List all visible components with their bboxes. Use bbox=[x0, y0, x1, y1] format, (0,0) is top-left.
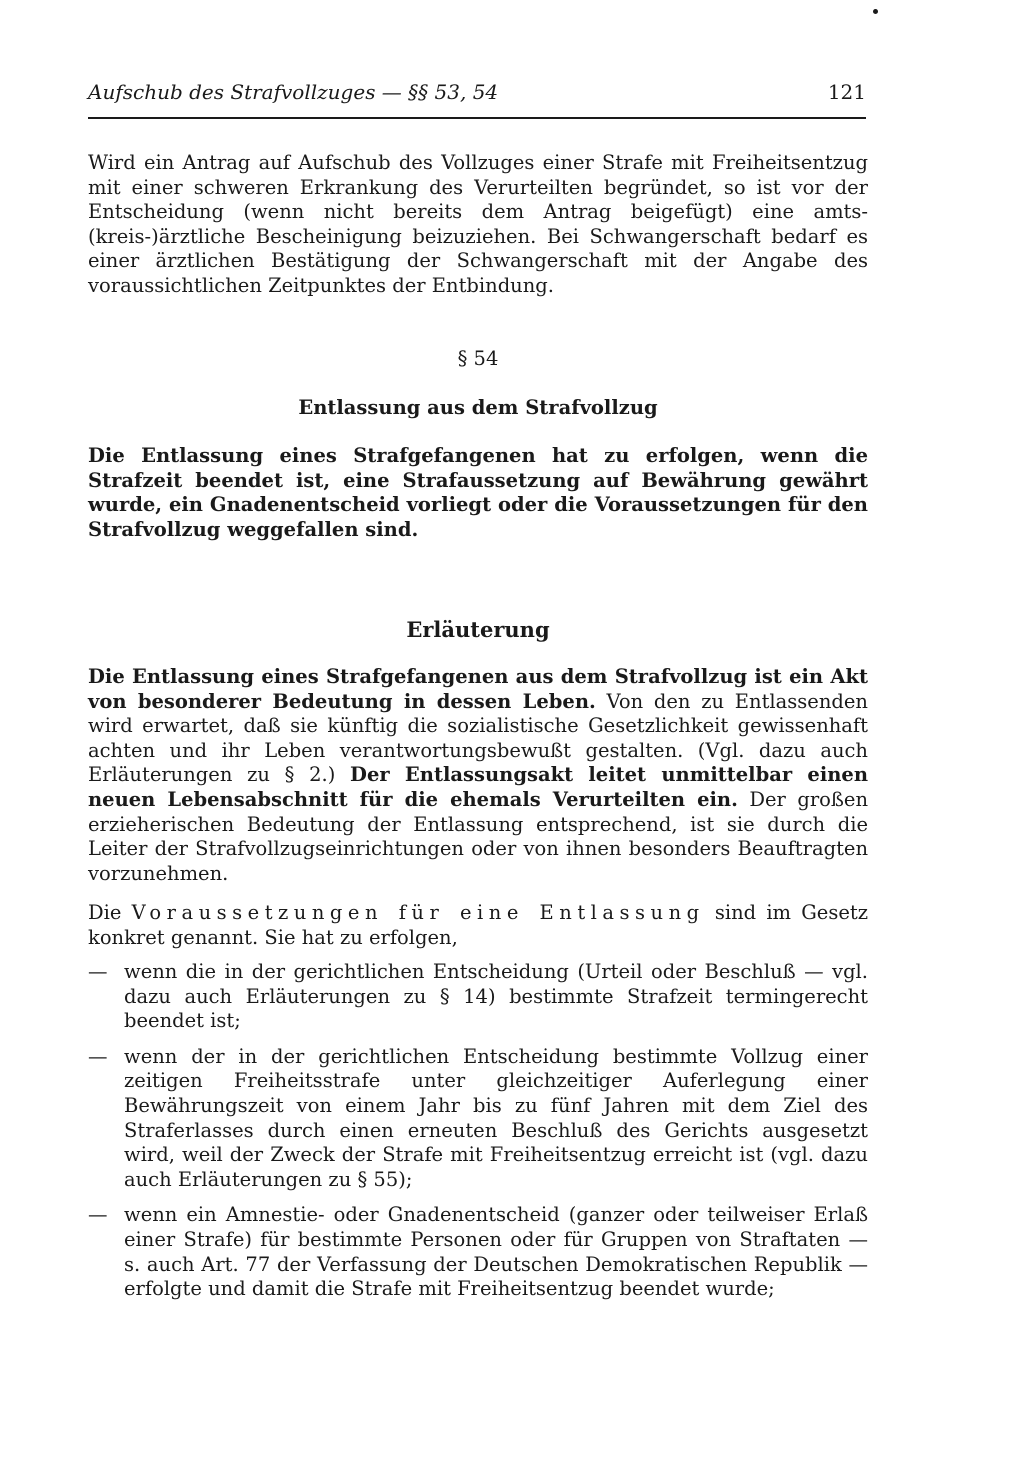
body-text: Von den zu Entlassenden wird erwartet, daß sie künftig die sozialistische Gesetzlichkeit gewissenhaft achten und ihr Leben verantwortungsbewußt gestalten. (Vgl. dazu auch Erläuterungen zu § 2.) bbox=[88, 689, 868, 787]
section-title: Entlassung aus dem Strafvollzug bbox=[298, 396, 658, 419]
list-dash: — bbox=[88, 960, 108, 983]
list-item-text: wenn ein Amnestie- oder Gnadenentscheid (ganzer oder teilweiser Erlaß einer Strafe) für bestimmte Personen oder für Gruppen von Straftaten — s. auch Art. 77 der Verfassung der Deutschen Demokratischen Republik — erfolgte und damit die Strafe mit Freiheitsentzug beendet wurde; bbox=[124, 1203, 868, 1301]
ink-speck bbox=[873, 9, 878, 14]
list-item bbox=[88, 1045, 868, 1193]
emphasis-text: Die Entlassung eines Strafgefangenen aus dem Strafvollzug ist ein Akt von besonderer Bedeutung in dessen Leben. bbox=[88, 665, 868, 713]
law-text-paragraph: Die Entlassung eines Strafgefangenen hat zu erfolgen, wenn die Strafzeit beendet ist, eine Strafaussetzung auf Bewährung gewährt wurde, ein Gnadenentscheid vorliegt oder die Voraussetzungen für den Strafvollzug weggefallen sind. bbox=[88, 444, 868, 541]
body-text: sind im Gesetz konkret genannt. Sie hat zu erfolgen, bbox=[88, 901, 869, 949]
body-text: Die bbox=[88, 901, 132, 924]
spaced-emphasis-text: Voraussetzungen für eine Entlassung bbox=[131, 901, 705, 924]
commentary-paragraph-2-text bbox=[88, 901, 868, 950]
intro-paragraph-text: Wird ein Antrag auf Aufschub des Vollzuges einer Strafe mit Freiheitsentzug mit einer schweren Erkrankung des Verurteilten begründet, so ist vor der Entscheidung (wenn nicht bereits dem Antrag beigefügt) eine amts-(kreis-)ärztliche Bescheinigung beizuziehen. Bei Schwangerschaft bedarf es einer ärztlichen Bestätigung der Schwangerschaft mit der Angabe des voraussichtlichen Zeitpunktes der Entbindung. bbox=[88, 151, 868, 297]
list-item bbox=[88, 1203, 868, 1301]
commentary-paragraph-1-text bbox=[88, 665, 868, 886]
running-head: Aufschub des Strafvollzuges — §§ 53, 54 bbox=[88, 80, 499, 104]
list-item-text: wenn die in der gerichtlichen Entscheidung (Urteil oder Beschluß — vgl. dazu auch Erläuterungen zu § 14) bestimmte Strafzeit termingerecht beendet ist; bbox=[124, 960, 868, 1033]
section-number: § 54 bbox=[457, 347, 499, 370]
commentary-heading: Erläuterung bbox=[406, 617, 550, 642]
commentary-paragraph-1 bbox=[88, 665, 868, 886]
list-dash: — bbox=[88, 1203, 108, 1227]
commentary-paragraph-2 bbox=[88, 901, 868, 950]
header-rule bbox=[88, 117, 866, 119]
list-dash: — bbox=[88, 1044, 108, 1068]
law-text bbox=[88, 444, 868, 542]
body-text: Der großen erzieherischen Bedeutung der Entlassung entsprechend, ist sie durch die Leiter der Strafvollzugseinrichtungen oder von ihnen besonders Beauftragten vorzunehmen. bbox=[88, 787, 869, 885]
page-number: 121 bbox=[827, 80, 866, 104]
emphasis-text: Der Entlassungsakt leitet unmittelbar einen neuen Lebensabschnitt für die ehemals Verurteilten ein. bbox=[88, 763, 868, 811]
conditions-list bbox=[88, 960, 868, 1313]
list-item-text: wenn der in der gerichtlichen Entscheidung bestimmte Vollzug einer zeitigen Freiheitsstrafe unter gleichzeitiger Auferlegung einer Bewährungszeit von einem Jahr bis zu fünf Jahren mit dem Ziel des Straferlasses durch einen erneuten Beschluß des Gerichts ausgesetzt wird, weil der Zweck der Strafe mit Freiheitsentzug erreicht ist (vgl. dazu auch Erläuterungen zu § 55); bbox=[124, 1044, 868, 1191]
page-header bbox=[88, 80, 866, 106]
list-item bbox=[88, 960, 868, 1034]
intro-paragraph bbox=[88, 151, 868, 299]
